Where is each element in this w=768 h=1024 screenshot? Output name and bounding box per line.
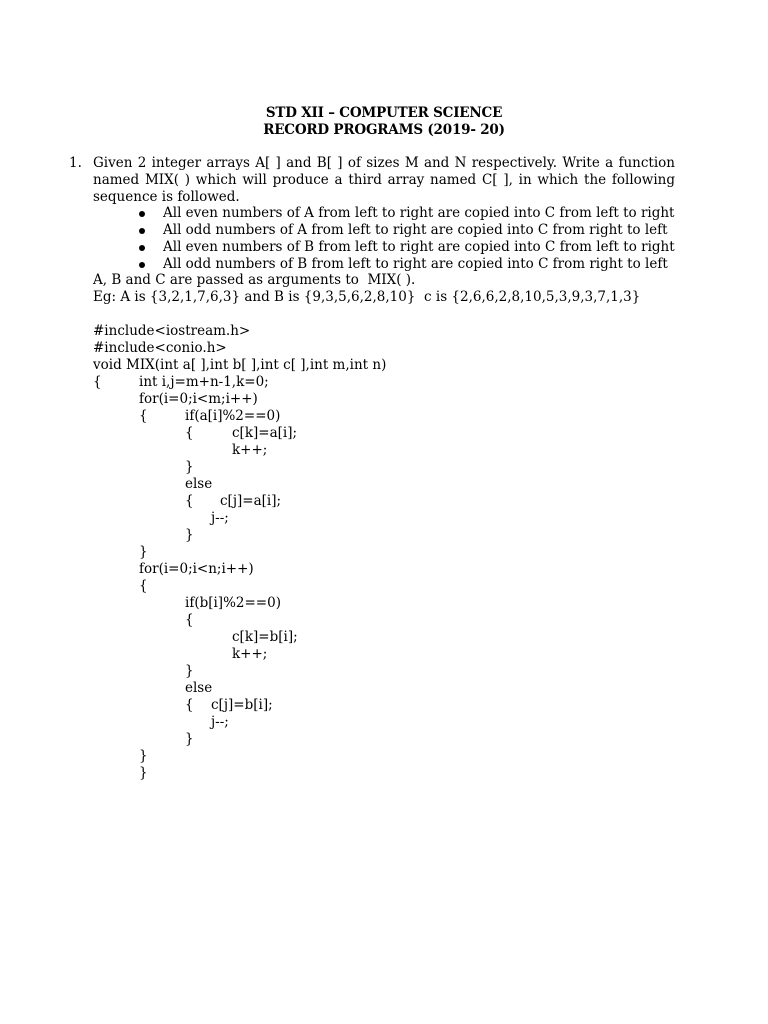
- list-item-text: All even numbers of B from left to right are copied into C from left to right: [163, 239, 675, 255]
- code-line: {: [139, 578, 148, 594]
- code-line: {: [185, 425, 194, 441]
- code-line: j--;: [211, 510, 229, 526]
- code-line: if(b[i]%2==0): [185, 595, 281, 611]
- code-line: k++;: [232, 646, 268, 662]
- arguments-note: A, B and C are passed as arguments to MIX( ).: [93, 272, 416, 288]
- code-line: }: [185, 731, 194, 747]
- code-line: }: [185, 527, 194, 543]
- code-line: void MIX(int a[ ],int b[ ],int c[ ],int m,int n): [93, 357, 387, 373]
- code-line: c[j]=a[i];: [220, 493, 282, 509]
- code-line: c[k]=b[i];: [232, 629, 298, 645]
- code-line: for(i=0;i<n;i++): [139, 561, 254, 577]
- code-line: int i,j=m+n-1,k=0;: [139, 374, 269, 390]
- code-line: j--;: [211, 714, 229, 730]
- code-line: c[k]=a[i];: [232, 425, 298, 441]
- code-line: {: [185, 697, 194, 713]
- bullet-icon: [139, 262, 145, 268]
- code-line: #include<conio.h>: [93, 340, 227, 356]
- code-line: }: [185, 459, 194, 475]
- code-line: }: [139, 544, 148, 560]
- code-line: else: [185, 680, 213, 696]
- list-item-text: All odd numbers of B from left to right are copied into C from right to left: [163, 256, 668, 272]
- code-line: {: [185, 493, 194, 509]
- code-line: }: [185, 663, 194, 679]
- bullet-icon: [139, 228, 145, 234]
- code-line: else: [185, 476, 213, 492]
- bullet-icon: [139, 211, 145, 217]
- list-item: [137, 256, 675, 273]
- code-line: }: [139, 765, 148, 781]
- list-item: [137, 205, 675, 222]
- question-text: Given 2 integer arrays A[ ] and B[ ] of sizes M and N respectively. Write a function named MIX( ) which will produce a third array named C[ ], in which the following sequence is followed.: [93, 155, 675, 205]
- document-title: STD XII – COMPUTER SCIENCE: [265, 105, 503, 121]
- code-line: if(a[i]%2==0): [185, 408, 281, 424]
- code-line: {: [139, 408, 148, 424]
- list-item: [137, 239, 675, 256]
- requirement-list: [137, 205, 675, 273]
- question-number: 1.: [69, 155, 82, 171]
- example-line: Eg: A is {3,2,1,7,6,3} and B is {9,3,5,6,2,8,10} c is {2,6,6,2,8,10,5,3,9,3,7,1,3}: [93, 289, 641, 305]
- code-line: {: [185, 612, 194, 628]
- code-line: #include<iostream.h>: [93, 323, 251, 339]
- list-item-text: All odd numbers of A from left to right are copied into C from right to left: [163, 222, 668, 238]
- code-line: }: [139, 748, 148, 764]
- code-line: k++;: [232, 442, 268, 458]
- document-subtitle: RECORD PROGRAMS (2019- 20): [263, 122, 505, 138]
- code-line: {: [93, 374, 102, 390]
- bullet-icon: [139, 245, 145, 251]
- list-item: [137, 222, 675, 239]
- list-item-text: All even numbers of A from left to right are copied into C from left to right: [163, 205, 675, 221]
- code-line: c[j]=b[i];: [211, 697, 273, 713]
- code-line: for(i=0;i<m;i++): [139, 391, 258, 407]
